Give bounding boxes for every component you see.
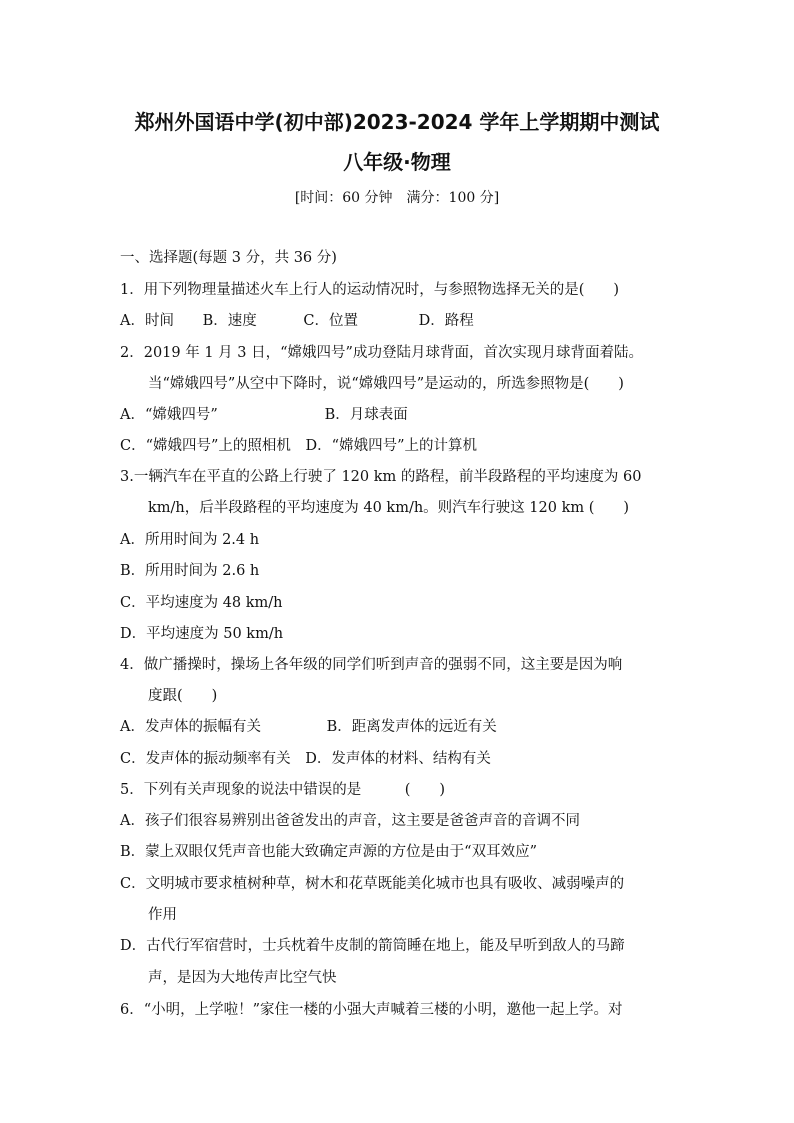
question-1-stem: 1．用下列物理量描述火车上行人的运动情况时，与参照物选择无关的是( ) [120,282,620,298]
question-5-stem: 5．下列有关声现象的说法中错误的是 ( ) [120,782,446,798]
section-heading: 一、选择题(每题 3 分，共 36 分) [120,250,337,266]
q1-option-a: A．时间 [120,313,174,329]
exam-title: 郑州外国语中学(初中部)2023-2024 学年上学期期中测试 [134,110,660,134]
q4-options-row2 [120,749,491,769]
q3-option-d: D．平均速度为 50 km/h [120,626,284,642]
q4-option-c: C．发声体的振动频率有关 [120,751,291,767]
question-4-stem-line1: 4．做广播操时，操场上各年级的同学们听到声音的强弱不同，这主要是因为响 [120,657,623,673]
q5-option-c-line2: 作用 [148,907,177,923]
question-3-stem-line2: km/h，后半段路程的平均速度为 40 km/h。则汽车行驶这 120 km ( ) [148,500,630,516]
exam-info: [时间：60 分钟 满分：100 分] [294,190,500,206]
q2-option-d: D．“嫦娥四号”上的计算机 [305,438,477,454]
question-6-stem-line1: 6．“小明，上学啦！”家住一楼的小强大声喊着三楼的小明，邀他一起上学。对 [120,1002,623,1018]
q2-option-c: C．“嫦娥四号”上的照相机 [120,438,291,454]
q2-options-row2 [120,436,477,456]
q2-option-a: A．“嫦娥四号” [120,407,218,423]
q4-option-a: A．发声体的振幅有关 [120,719,261,735]
q1-option-b: B．速度 [202,313,257,329]
q3-option-c: C．平均速度为 48 km/h [120,595,283,611]
q2-options-row1 [120,405,408,425]
q5-option-d-line2: 声，是因为大地传声比空气快 [148,970,337,986]
q5-option-c-line1: C．文明城市要求植树种草，树木和花草既能美化城市也具有吸收、减弱噪声的 [120,876,625,892]
question-1-options [120,311,474,331]
exam-subject: 八年级·物理 [343,150,451,174]
q4-option-d: D．发声体的材料、结构有关 [305,751,491,767]
q4-option-b: B．距离发声体的远近有关 [326,719,497,735]
question-2-stem-line2: 当“嫦娥四号”从空中下降时，说“嫦娥四号”是运动的，所选参照物是( ) [148,376,624,392]
q5-option-d-line1: D．古代行军宿营时，士兵枕着牛皮制的箭筒睡在地上，能及早听到敌人的马蹄 [120,938,625,954]
q5-option-a: A．孩子们很容易辨别出爸爸发出的声音，这主要是爸爸声音的音调不同 [120,813,580,829]
q5-option-b: B．蒙上双眼仅凭声音也能大致确定声源的方位是由于“双耳效应” [120,844,537,860]
question-2-stem-line1: 2．2019 年 1 月 3 日，“嫦娥四号”成功登陆月球背面，首次实现月球背面着陆。 [120,345,643,361]
q3-option-a: A．所用时间为 2.4 h [120,532,260,548]
q1-option-d: D．路程 [418,313,474,329]
q2-option-b: B．月球表面 [324,407,408,423]
q4-options-row1 [120,717,497,737]
q1-option-c: C．位置 [303,313,358,329]
question-4-stem-line2: 度跟( ) [148,688,218,704]
question-3-stem-line1: 3.一辆汽车在平直的公路上行驶了 120 km 的路程，前半段路程的平均速度为 60 [120,469,642,485]
q3-option-b: B．所用时间为 2.6 h [120,563,260,579]
